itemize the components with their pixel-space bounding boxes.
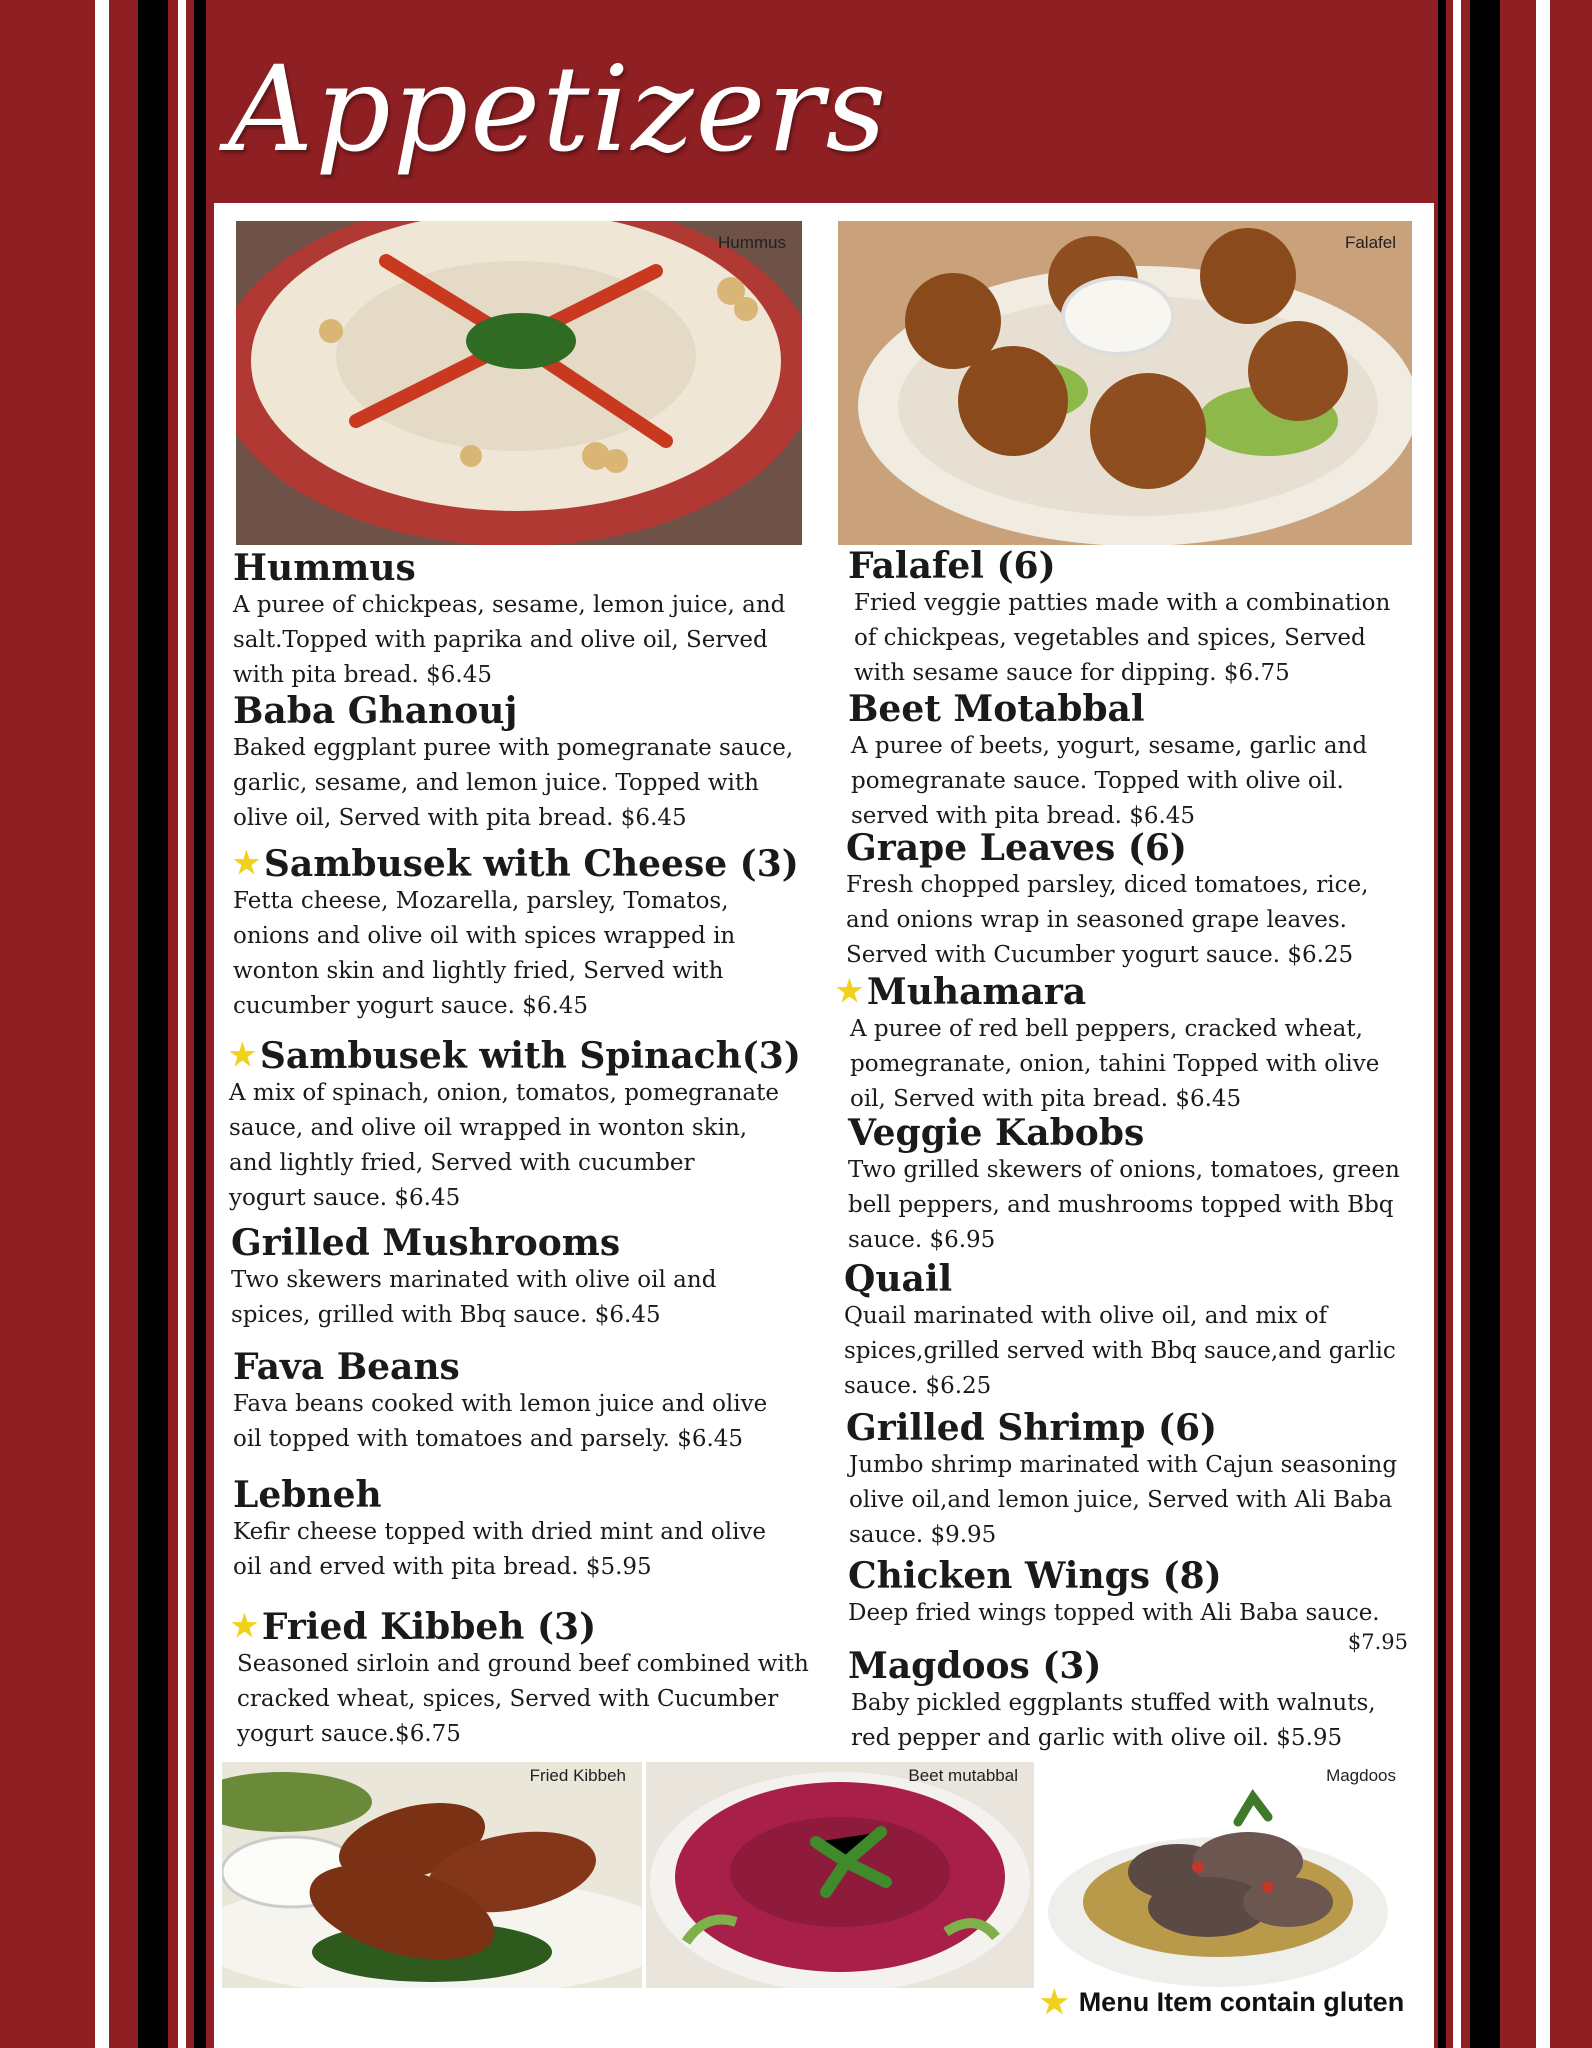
item-name: Grape Leaves (6) (846, 827, 1187, 869)
item-name: Lebneh (233, 1474, 382, 1516)
border-stripe (1470, 0, 1500, 2048)
item-description: Deep fried wings topped with Ali Baba sauce. $7.95 (848, 1600, 1408, 1654)
border-stripe (178, 0, 186, 2048)
item-name: Magdoos (3) (848, 1645, 1102, 1687)
item-name: Grilled Mushrooms (231, 1222, 621, 1264)
item-name: Hummus (233, 547, 416, 589)
photo-caption: Beet mutabbal (908, 1766, 1018, 1785)
menu-item-fava-beans (233, 1347, 833, 1457)
item-description: Baby pickled eggplants stuffed with walnuts, red pepper and garlic with olive oil. $5.95 (851, 1690, 1376, 1751)
magdoos-photo (1038, 1762, 1412, 1988)
beet-mutabbal-photo (646, 1762, 1034, 1988)
photo-caption: Falafel (1344, 233, 1396, 252)
gluten-star-icon: ★ (229, 1038, 256, 1073)
photo-caption: Magdoos (1326, 1766, 1396, 1785)
fried-kibbeh-plate-icon (222, 1762, 642, 1988)
item-name: Baba Ghanouj (233, 690, 518, 732)
item-description: Seasoned sirloin and ground beef combined with cracked wheat, spices, Served with Cucumber yogurt sauce.$6.75 (237, 1651, 809, 1747)
menu-item-sambusek-cheese (233, 844, 833, 1024)
page-title: Appetizers (228, 40, 889, 178)
item-description: Quail marinated with olive oil, and mix of spices,grilled served with Bbq sauce,and garlic sauce. $6.25 (844, 1303, 1396, 1399)
item-description: Fried veggie patties made with a combination of chickpeas, vegetables and spices, Served with sesame sauce for dipping. $6.75 (854, 590, 1391, 686)
menu-item-grilled-mushrooms (231, 1223, 831, 1333)
photo-caption: Fried Kibbeh (529, 1766, 626, 1785)
item-name: Sambusek with Cheese (3) (263, 843, 799, 885)
item-name: Chicken Wings (8) (848, 1555, 1222, 1597)
menu-item-beet-motabbal (848, 689, 1428, 834)
hummus-plate-icon (236, 221, 802, 545)
item-name: Falafel (6) (848, 545, 1056, 587)
legend-text: Menu Item contain gluten (1078, 1986, 1405, 2017)
falafel-photo (838, 221, 1412, 545)
item-description: Baked eggplant puree with pomegranate sauce, garlic, sesame, and lemon juice. Topped with olive oil, Served with pita bread. $6.45 (233, 735, 794, 831)
border-stripe (95, 0, 109, 2048)
border-stripe (138, 0, 168, 2048)
item-name: Sambusek with Spinach(3) (259, 1035, 801, 1077)
border-stripe (1536, 0, 1550, 2048)
item-description: Fresh chopped parsley, diced tomatoes, rice, and onions wrap in seasoned grape leaves. Served with Cucumber yogurt sauce. $6.25 (846, 872, 1369, 968)
gluten-star-icon: ★ (231, 1609, 258, 1644)
menu-item-lebneh (233, 1475, 833, 1585)
item-description: Fava beans cooked with lemon juice and olive oil topped with tomatoes and parsely. $6.45 (233, 1391, 768, 1452)
falafel-plate-icon (838, 221, 1412, 545)
menu-item-veggie-kabobs (848, 1113, 1438, 1258)
item-description: A mix of spinach, onion, tomatos, pomegranate sauce, and olive oil wrapped in wonton skin, and lightly fried, Served with cucumber yogurt sauce. $6.45 (229, 1080, 779, 1211)
menu-item-quail (844, 1259, 1434, 1404)
item-description: Jumbo shrimp marinated with Cajun seasoning olive oil,and lemon juice, Served with Ali Baba sauce. $9.95 (849, 1452, 1398, 1548)
item-name: Fava Beans (233, 1346, 460, 1388)
item-name: Fried Kibbeh (3) (261, 1606, 597, 1648)
fried-kibbeh-photo (222, 1762, 642, 1988)
item-description: A puree of chickpeas, sesame, lemon juice, and salt.Topped with paprika and olive oil, Served with pita bread. $6.45 (233, 592, 786, 688)
item-name: Veggie Kabobs (848, 1112, 1145, 1154)
magdoos-plate-icon (1038, 1762, 1412, 1988)
menu-item-sambusek-spinach (229, 1036, 839, 1216)
menu-item-chicken-wings (848, 1556, 1408, 1653)
menu-item-muhamara (836, 972, 1426, 1117)
beet-mutabbal-plate-icon (646, 1762, 1034, 1988)
item-name: Muhamara (866, 971, 1087, 1013)
item-name: Quail (844, 1258, 953, 1300)
gluten-legend (1040, 1983, 1404, 2021)
gluten-star-icon: ★ (1040, 1984, 1069, 2020)
item-description: Kefir cheese topped with dried mint and olive oil and erved with pita bread. $5.95 (233, 1519, 767, 1580)
border-stripe (1453, 0, 1461, 2048)
photo-caption: Hummus (717, 233, 786, 252)
item-description: A puree of beets, yogurt, sesame, garlic and pomegranate sauce. Topped with olive oil. served with pita bread. $6.45 (851, 733, 1368, 829)
item-description: Fetta cheese, Mozarella, parsley, Tomatos, onions and olive oil with spices wrapped in wonton skin and lightly fried, Served with cucumber yogurt sauce. $6.45 (233, 888, 736, 1019)
gluten-star-icon: ★ (836, 974, 863, 1009)
menu-item-falafel (848, 546, 1428, 691)
item-description: A puree of red bell peppers, cracked wheat, pomegranate, onion, tahini Topped with olive oil, Served with pita bread. $6.45 (850, 1016, 1380, 1112)
menu-item-fried-kibbeh (231, 1607, 851, 1752)
hummus-photo (236, 221, 802, 545)
menu-item-grilled-shrimp (846, 1408, 1436, 1553)
border-stripe (1438, 0, 1446, 2048)
item-description: Two grilled skewers of onions, tomatoes, green bell peppers, and mushrooms topped with Bbq sauce. $6.95 (848, 1157, 1400, 1253)
menu-item-baba-ghanouj (233, 691, 833, 836)
menu-item-magdoos (848, 1646, 1428, 1756)
menu-item-hummus (233, 548, 833, 693)
gluten-star-icon: ★ (233, 846, 260, 881)
item-description: Two skewers marinated with olive oil and spices, grilled with Bbq sauce. $6.45 (231, 1267, 717, 1328)
item-name: Beet Motabbal (848, 688, 1145, 730)
border-stripe (194, 0, 206, 2048)
menu-item-grape-leaves (846, 828, 1426, 973)
item-name: Grilled Shrimp (6) (846, 1407, 1218, 1449)
